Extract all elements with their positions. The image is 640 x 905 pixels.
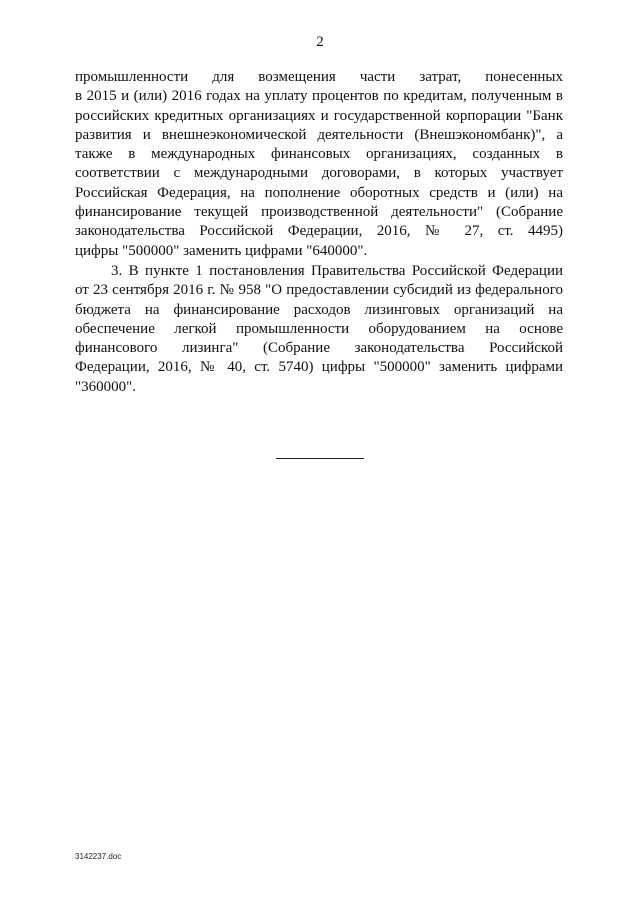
paragraph-3-text (75, 262, 563, 397)
text-line: финансового лизинга" (Собрание законодательства Российской (75, 340, 563, 357)
text-line: развития и внешнеэкономической деятельности (Внешэкономбанк)", а (75, 126, 563, 143)
document-filename: 3142237.doc (75, 852, 122, 861)
text-line: Федерации, 2016, № 40, ст. 5740) цифры "500000" заменить цифрами (75, 359, 563, 376)
text-line: цифры "500000" заменить цифрами "640000". (75, 242, 368, 259)
end-separator-line (276, 458, 364, 459)
text-line: российских кредитных организациях и государственной корпорации "Банк (75, 107, 563, 124)
text-line: бюджета на финансирование расходов лизинговых организаций на (75, 301, 563, 318)
text-line: в 2015 и (или) 2016 годах на уплату процентов по кредитам, полученным в (75, 88, 563, 105)
text-line: финансирование текущей производственной деятельности" (Собрание (75, 204, 563, 221)
paragraph-3 (75, 262, 563, 397)
text-line: законодательства Российской Федерации, 2016, № 27, ст. 4495) (75, 223, 563, 240)
text-line: от 23 сентября 2016 г. № 958 "О предоставлении субсидий из федерального (75, 282, 563, 299)
paragraph-continuation-text (75, 68, 563, 261)
text-line: Российская Федерация, на пополнение оборотных средств и (или) на (75, 184, 563, 201)
text-line: промышленности для возмещения части затрат, понесенных (75, 69, 563, 85)
text-line: также в международных финансовых организациях, созданных в (75, 146, 563, 163)
paragraph-continuation (75, 68, 563, 261)
text-line: "360000". (75, 378, 136, 395)
text-line: соответствии с международными договорами, в которых участвует (75, 165, 563, 182)
page-number: 2 (316, 34, 324, 50)
text-line: 3. В пункте 1 постановления Правительства Российской Федерации (111, 263, 563, 279)
text-line: обеспечение легкой промышленности оборудованием на основе (75, 320, 563, 337)
